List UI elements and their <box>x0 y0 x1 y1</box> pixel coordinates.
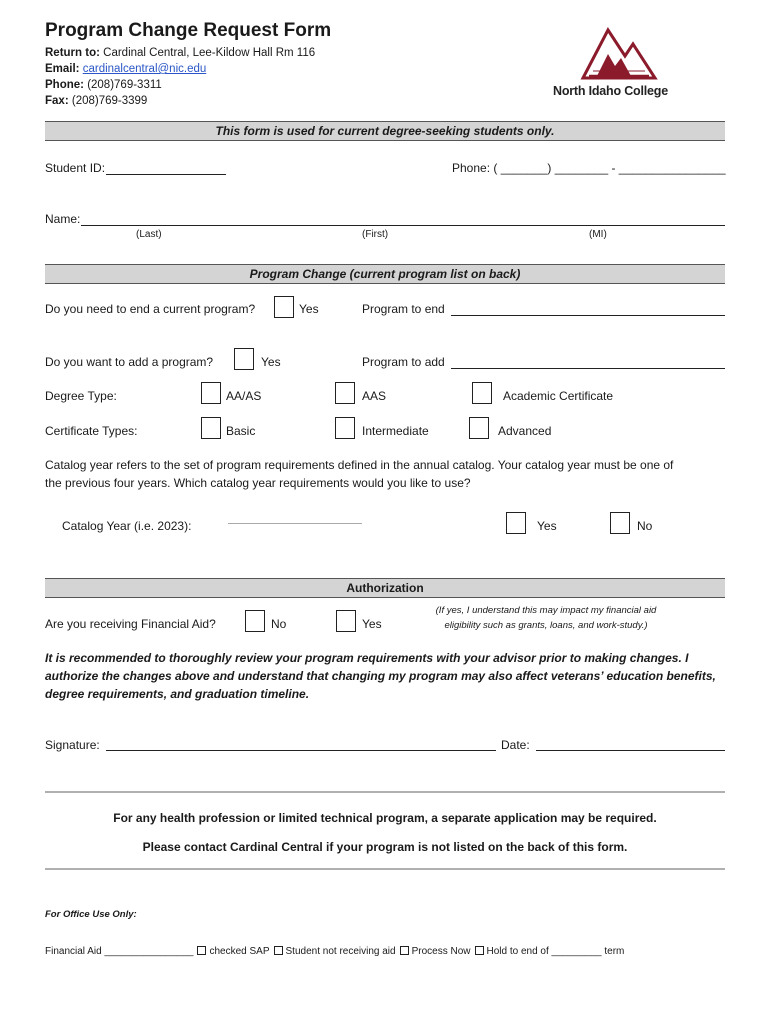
checked-sap-checkbox[interactable] <box>197 946 206 955</box>
office-use-row <box>45 946 624 957</box>
catalog-yes-checkbox[interactable] <box>506 512 526 534</box>
authorization-bar: Authorization <box>45 578 725 598</box>
email-link[interactable]: cardinalcentral@nic.edu <box>82 63 207 75</box>
hold-checkbox[interactable] <box>475 946 484 955</box>
divider-bottom <box>45 868 725 870</box>
degree-aa-as-checkbox[interactable] <box>201 382 221 404</box>
student-id-field[interactable] <box>106 174 226 175</box>
return-value: Cardinal Central, Lee-Kildow Hall Rm 116 <box>103 47 316 59</box>
office-financial-aid-field[interactable]: Financial Aid ________________ <box>45 946 194 957</box>
add-program-yes-checkbox[interactable] <box>234 348 254 370</box>
add-program-question: Do you want to add a program? <box>45 355 214 369</box>
student-id-label: Student ID: <box>45 161 106 175</box>
intro-bar: This form is used for current degree-seeking students only. <box>45 121 725 141</box>
financial-aid-question: Are you receiving Financial Aid? <box>45 617 216 631</box>
financial-aid-no-label: No <box>271 617 287 631</box>
catalog-year-field[interactable] <box>228 523 362 524</box>
checked-sap-label: checked SAP <box>209 946 270 957</box>
program-to-add-label: Program to add <box>362 355 445 369</box>
authorization-statement-line2: authorize the changes above and understand that changing my program may also affect veterans’ education benefits, <box>45 669 716 683</box>
not-receiving-aid-checkbox[interactable] <box>274 946 283 955</box>
phone-line <box>45 77 162 93</box>
date-field[interactable] <box>536 750 725 751</box>
catalog-year-label: Catalog Year (i.e. 2023): <box>62 519 192 533</box>
catalog-no-checkbox[interactable] <box>610 512 630 534</box>
catalog-explanation-line1: Catalog year refers to the set of program requirements defined in the annual catalog. Your catalog year must be one of <box>45 458 674 472</box>
health-program-note: For any health profession or limited technical program, a separate application may be required. <box>113 811 657 825</box>
middle-initial-caption: (MI) <box>589 229 607 240</box>
end-program-question: Do you need to end a current program? <box>45 302 256 316</box>
authorization-statement-line1: It is recommended to thoroughly review your program requirements with your advisor prior to making changes. I <box>45 651 689 665</box>
catalog-no-label: No <box>637 519 653 533</box>
degree-academic-certificate-checkbox[interactable] <box>472 382 492 404</box>
financial-aid-note-line2: eligibility such as grants, loans, and work-study.) <box>444 620 648 631</box>
process-now-checkbox[interactable] <box>400 946 409 955</box>
end-program-yes-checkbox[interactable] <box>274 296 294 318</box>
cert-basic-checkbox[interactable] <box>201 417 221 439</box>
student-phone-field[interactable]: Phone: ( _______) ________ - ________________ <box>452 161 726 175</box>
signature-field[interactable] <box>106 750 496 751</box>
degree-aas-label: AAS <box>362 389 387 403</box>
financial-aid-note <box>404 603 688 633</box>
program-to-end-field[interactable] <box>451 315 725 316</box>
cert-intermediate-checkbox[interactable] <box>335 417 355 439</box>
signature-label: Signature: <box>45 738 100 752</box>
financial-aid-no-checkbox[interactable] <box>245 610 265 632</box>
phone-value: (208)769-3311 <box>87 79 162 91</box>
college-name: North Idaho College <box>553 84 668 98</box>
degree-academic-certificate-label: Academic Certificate <box>503 389 614 403</box>
degree-aa-as-label: AA/AS <box>226 389 262 403</box>
financial-aid-yes-label: Yes <box>362 617 382 631</box>
program-to-end-label: Program to end <box>362 302 445 316</box>
program-change-bar: Program Change (current program list on back) <box>45 264 725 284</box>
date-label: Date: <box>501 738 530 752</box>
catalog-yes-label: Yes <box>537 519 557 533</box>
financial-aid-note-line1: (If yes, I understand this may impact my financial aid <box>435 605 657 616</box>
catalog-explanation-line2: the previous four years. Which catalog year requirements would you like to use? <box>45 476 471 490</box>
authorization-statement <box>45 649 716 703</box>
contact-note: Please contact Cardinal Central if your program is not listed on the back of this form. <box>142 840 628 854</box>
hold-label: Hold to end of _________ term <box>486 946 625 957</box>
return-to-line <box>45 45 315 61</box>
program-to-add-field[interactable] <box>451 368 725 369</box>
return-label: Return to: <box>45 47 100 59</box>
cert-basic-label: Basic <box>226 424 256 438</box>
office-use-heading: For Office Use Only: <box>45 909 137 920</box>
cert-advanced-label: Advanced <box>498 424 552 438</box>
fax-value: (208)769-3399 <box>71 95 148 107</box>
not-receiving-aid-label: Student not receiving aid <box>285 946 396 957</box>
degree-type-label: Degree Type: <box>45 389 117 403</box>
authorization-statement-line3: degree requirements, and graduation timeline. <box>45 687 310 701</box>
last-name-caption: (Last) <box>136 229 162 240</box>
financial-aid-yes-checkbox[interactable] <box>336 610 356 632</box>
certificate-types-label: Certificate Types: <box>45 424 138 438</box>
degree-aas-checkbox[interactable] <box>335 382 355 404</box>
fax-label: Fax: <box>45 95 69 107</box>
email-label: Email: <box>45 63 80 75</box>
process-now-label: Process Now <box>411 946 471 957</box>
name-field[interactable] <box>81 225 725 226</box>
end-program-yes-label: Yes <box>299 302 319 316</box>
first-name-caption: (First) <box>362 229 389 240</box>
email-line <box>45 61 206 77</box>
name-label: Name: <box>45 212 81 226</box>
form-title: Program Change Request Form <box>45 20 332 41</box>
cert-intermediate-label: Intermediate <box>362 424 429 438</box>
add-program-yes-label: Yes <box>261 355 281 369</box>
divider-top <box>45 791 725 793</box>
cert-advanced-checkbox[interactable] <box>469 417 489 439</box>
fax-line <box>45 93 147 109</box>
phone-label: Phone: <box>45 79 84 91</box>
